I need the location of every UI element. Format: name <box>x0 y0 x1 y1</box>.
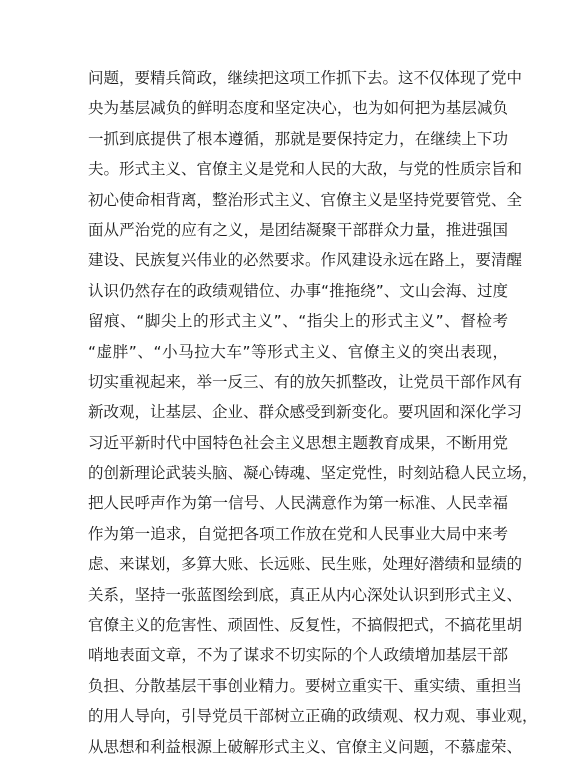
text-line: 认识仍然存在的政绩观错位、办事“推拖绕”、文山会海、过度 <box>88 281 508 300</box>
text-line: 习近平新时代中国特色社会主义思想主题教育成果，不断用党 <box>88 433 508 452</box>
text-line: 从思想和利益根源上破解形式主义、官僚主义问题，不慕虚荣、 <box>88 737 523 756</box>
text-line: 作为第一追求，自觉把各项工作放在党和人民事业大局中来考 <box>88 524 508 543</box>
text-line: 的创新理论武装头脑、凝心铸魂、坚定党性，时刻站稳人民立场， <box>88 464 538 483</box>
text-line: 留痕、“脚尖上的形式主义”、“指尖上的形式主义”、督检考 <box>88 312 508 331</box>
text-line: 初心使命相背离，整治形式主义、官僚主义是坚持党要管党、全 <box>88 190 523 209</box>
text-line: 官僚主义的危害性、顽固性、反复性，不搞假把式，不搞花里胡 <box>88 616 523 635</box>
text-line: 关系，坚持一张蓝图绘到底，真正从内心深处认识到形式主义、 <box>88 585 523 604</box>
text-line: 央为基层减负的鲜明态度和坚定决心，也为如何把为基层减负 <box>88 99 508 118</box>
text-line: 一抓到底提供了根本遵循，那就是要保持定力，在继续上下功 <box>88 129 508 148</box>
text-line: 哨地表面文章，不为了谋求不切实际的个人政绩增加基层干部 <box>88 646 508 665</box>
text-line: “虚胖”、“小马拉大车”等形式主义、官僚主义的突出表现， <box>88 342 508 361</box>
text-line: 面从严治党的应有之义，是团结凝聚干部群众力量，推进强国 <box>88 220 508 239</box>
text-line: 问题，要精兵简政，继续把这项工作抓下去。这不仅体现了党中 <box>88 69 523 87</box>
text-line: 新改观，让基层、企业、群众感受到新变化。要巩固和深化学习 <box>88 403 523 422</box>
text-line: 的用人导向，引导党员干部树立正确的政绩观、权力观、事业观， <box>88 707 538 726</box>
text-line: 把人民呼声作为第一信号、人民满意作为第一标准、人民幸福 <box>88 494 508 513</box>
text-line: 建设、民族复兴伟业的必然要求。作风建设永远在路上，要清醒 <box>88 251 523 270</box>
body-paragraph <box>88 63 538 762</box>
text-line: 切实重视起来，举一反三、有的放矢抓整改，让党员干部作风有 <box>88 372 523 391</box>
text-line: 负担、分散基层干事创业精力。要树立重实干、重实绩、重担当 <box>88 676 523 695</box>
text-line: 虑、来谋划，多算大账、长远账、民生账，处理好潜绩和显绩的 <box>88 555 523 574</box>
text-line: 夫。形式主义、官僚主义是党和人民的大敌，与党的性质宗旨和 <box>88 160 523 179</box>
